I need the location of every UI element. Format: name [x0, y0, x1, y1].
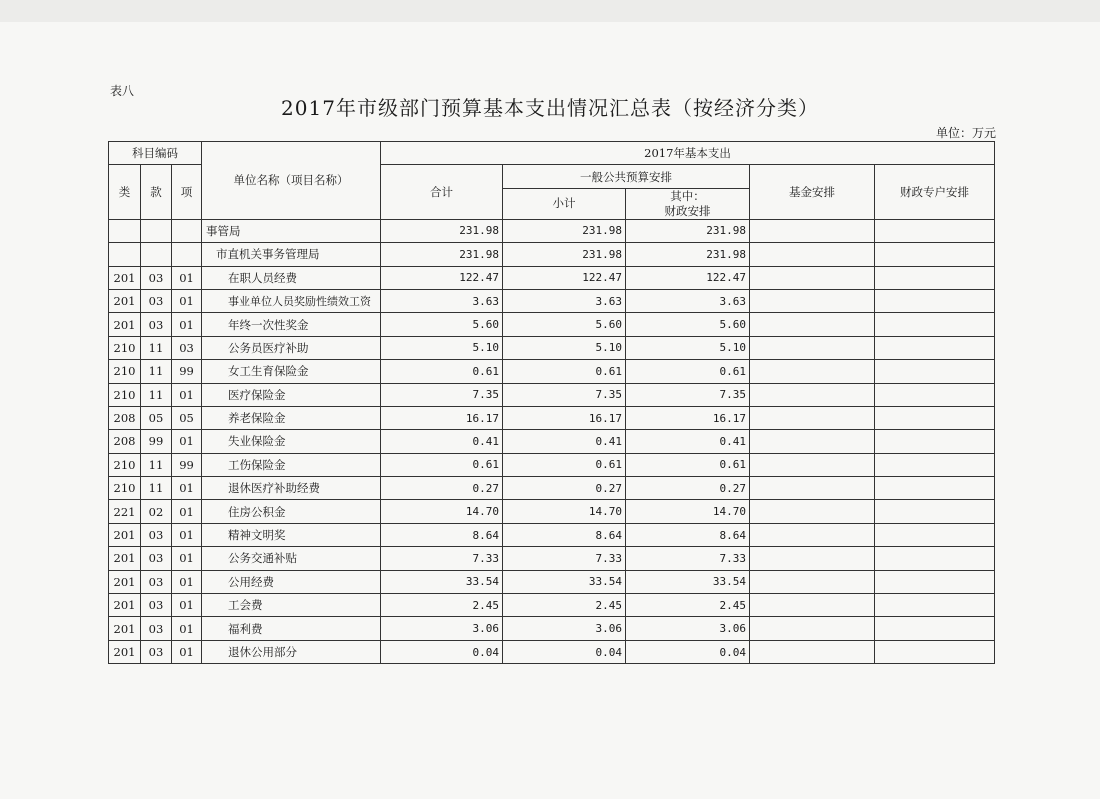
cell-xiang: 01 [172, 523, 202, 546]
cell-special [875, 570, 995, 593]
cell-total: 0.27 [381, 477, 503, 500]
cell-xiang: 01 [172, 617, 202, 640]
cell-xiang: 01 [172, 500, 202, 523]
table-row [109, 360, 995, 383]
cell-lei: 210 [109, 477, 141, 500]
cell-special [875, 313, 995, 336]
header-subtotal: 小计 [503, 188, 626, 219]
cell-subtotal: 33.54 [503, 570, 626, 593]
cell-fund [750, 219, 875, 242]
table-row [109, 547, 995, 570]
cell-special [875, 617, 995, 640]
cell-lei: 210 [109, 453, 141, 476]
cell-fiscal: 122.47 [626, 266, 750, 289]
header-general-budget: 一般公共预算安排 [503, 165, 750, 188]
cell-kuan: 03 [141, 289, 172, 312]
cell-unit-name: 事业单位人员奖励性绩效工资 [202, 289, 381, 312]
cell-xiang: 01 [172, 570, 202, 593]
cell-total: 231.98 [381, 243, 503, 266]
cell-xiang: 99 [172, 360, 202, 383]
cell-kuan: 11 [141, 336, 172, 359]
cell-fiscal: 7.33 [626, 547, 750, 570]
header-subject-code: 科目编码 [109, 142, 202, 165]
cell-unit-name: 养老保险金 [202, 406, 381, 429]
cell-lei: 208 [109, 406, 141, 429]
cell-subtotal: 2.45 [503, 594, 626, 617]
cell-subtotal: 0.04 [503, 640, 626, 663]
table-row [109, 383, 995, 406]
cell-total: 5.10 [381, 336, 503, 359]
cell-fund [750, 243, 875, 266]
cell-fiscal: 0.04 [626, 640, 750, 663]
cell-unit-name: 年终一次性奖金 [202, 313, 381, 336]
cell-special [875, 266, 995, 289]
cell-xiang: 01 [172, 547, 202, 570]
cell-kuan: 03 [141, 313, 172, 336]
cell-subtotal: 5.10 [503, 336, 626, 359]
table-row [109, 594, 995, 617]
cell-fiscal: 231.98 [626, 219, 750, 242]
cell-lei: 221 [109, 500, 141, 523]
cell-lei: 201 [109, 640, 141, 663]
cell-xiang: 01 [172, 477, 202, 500]
cell-fund [750, 477, 875, 500]
cell-fund [750, 617, 875, 640]
table-row [109, 640, 995, 663]
table-row [109, 406, 995, 429]
cell-total: 2.45 [381, 594, 503, 617]
cell-fund [750, 336, 875, 359]
cell-kuan: 03 [141, 640, 172, 663]
cell-special [875, 453, 995, 476]
cell-subtotal: 14.70 [503, 500, 626, 523]
table-row [109, 617, 995, 640]
cell-total: 3.63 [381, 289, 503, 312]
cell-total: 0.61 [381, 453, 503, 476]
cell-special [875, 360, 995, 383]
cell-fiscal: 0.61 [626, 453, 750, 476]
header-kuan: 款 [141, 165, 172, 219]
cell-fund [750, 360, 875, 383]
cell-kuan [141, 219, 172, 242]
cell-kuan: 03 [141, 617, 172, 640]
cell-total: 3.06 [381, 617, 503, 640]
cell-fund [750, 406, 875, 429]
page-title: 2017年市级部门预算基本支出情况汇总表（按经济分类） [281, 96, 819, 120]
cell-unit-name: 公用经费 [202, 570, 381, 593]
cell-total: 122.47 [381, 266, 503, 289]
cell-unit-name: 公务交通补贴 [202, 547, 381, 570]
table-row [109, 500, 995, 523]
cell-lei: 210 [109, 360, 141, 383]
cell-special [875, 243, 995, 266]
cell-xiang [172, 219, 202, 242]
cell-fiscal: 0.41 [626, 430, 750, 453]
cell-kuan: 11 [141, 360, 172, 383]
cell-fund [750, 570, 875, 593]
cell-lei: 201 [109, 594, 141, 617]
cell-special [875, 406, 995, 429]
cell-subtotal: 8.64 [503, 523, 626, 546]
cell-kuan: 03 [141, 266, 172, 289]
cell-xiang: 03 [172, 336, 202, 359]
cell-kuan: 03 [141, 523, 172, 546]
cell-fiscal: 231.98 [626, 243, 750, 266]
cell-subtotal: 231.98 [503, 243, 626, 266]
table-row [109, 523, 995, 546]
cell-subtotal: 3.63 [503, 289, 626, 312]
cell-special [875, 547, 995, 570]
cell-subtotal: 0.41 [503, 430, 626, 453]
cell-unit-name: 市直机关事务管理局 [202, 243, 381, 266]
cell-special [875, 430, 995, 453]
cell-xiang: 05 [172, 406, 202, 429]
cell-special [875, 383, 995, 406]
cell-subtotal: 0.61 [503, 360, 626, 383]
header-of-which-line1: 其中： [670, 188, 705, 203]
cell-lei: 201 [109, 289, 141, 312]
table-row [109, 453, 995, 476]
cell-total: 33.54 [381, 570, 503, 593]
unit-label: 单位：万元 [936, 126, 997, 140]
cell-fiscal: 14.70 [626, 500, 750, 523]
cell-lei [109, 243, 141, 266]
header-lei: 类 [109, 165, 141, 219]
cell-fiscal: 0.27 [626, 477, 750, 500]
cell-kuan: 03 [141, 547, 172, 570]
cell-fiscal: 8.64 [626, 523, 750, 546]
cell-lei: 210 [109, 336, 141, 359]
cell-special [875, 594, 995, 617]
header-fund: 基金安排 [750, 165, 875, 219]
table-header [109, 142, 995, 220]
cell-lei: 201 [109, 266, 141, 289]
cell-fund [750, 313, 875, 336]
cell-fund [750, 266, 875, 289]
cell-unit-name: 退休医疗补助经费 [202, 477, 381, 500]
cell-special [875, 336, 995, 359]
cell-xiang: 01 [172, 383, 202, 406]
table-row [109, 266, 995, 289]
header-of-which-line2: 财政安排 [664, 203, 711, 218]
cell-xiang: 01 [172, 594, 202, 617]
cell-fiscal: 5.10 [626, 336, 750, 359]
cell-fiscal: 3.06 [626, 617, 750, 640]
cell-kuan [141, 243, 172, 266]
cell-special [875, 523, 995, 546]
cell-kuan: 11 [141, 383, 172, 406]
cell-total: 0.61 [381, 360, 503, 383]
cell-total: 5.60 [381, 313, 503, 336]
table-row [109, 243, 995, 266]
header-xiang: 项 [172, 165, 202, 219]
cell-kuan: 03 [141, 570, 172, 593]
header-special-account: 财政专户安排 [875, 165, 995, 219]
header-unit-name: 单位名称（项目名称） [202, 142, 381, 220]
cell-lei: 210 [109, 383, 141, 406]
cell-kuan: 99 [141, 430, 172, 453]
cell-lei: 208 [109, 430, 141, 453]
cell-unit-name: 女工生育保险金 [202, 360, 381, 383]
cell-fiscal: 33.54 [626, 570, 750, 593]
cell-subtotal: 0.27 [503, 477, 626, 500]
cell-unit-name: 医疗保险金 [202, 383, 381, 406]
cell-total: 16.17 [381, 406, 503, 429]
cell-special [875, 219, 995, 242]
cell-fiscal: 3.63 [626, 289, 750, 312]
cell-fund [750, 500, 875, 523]
cell-subtotal: 16.17 [503, 406, 626, 429]
cell-unit-name: 事管局 [202, 219, 381, 242]
scan-edge [0, 0, 1100, 22]
cell-xiang: 01 [172, 313, 202, 336]
cell-special [875, 477, 995, 500]
cell-total: 0.41 [381, 430, 503, 453]
cell-lei [109, 219, 141, 242]
cell-kuan: 05 [141, 406, 172, 429]
budget-table [108, 141, 995, 664]
header-basic-expenditure: 2017年基本支出 [381, 142, 995, 165]
cell-xiang: 01 [172, 430, 202, 453]
header-of-which [626, 188, 750, 219]
cell-unit-name: 退休公用部分 [202, 640, 381, 663]
cell-total: 0.04 [381, 640, 503, 663]
header-total: 合计 [381, 165, 503, 219]
cell-fund [750, 594, 875, 617]
cell-xiang: 99 [172, 453, 202, 476]
cell-kuan: 03 [141, 594, 172, 617]
cell-unit-name: 福利费 [202, 617, 381, 640]
cell-special [875, 289, 995, 312]
cell-unit-name: 失业保险金 [202, 430, 381, 453]
cell-lei: 201 [109, 570, 141, 593]
cell-subtotal: 0.61 [503, 453, 626, 476]
cell-xiang: 01 [172, 266, 202, 289]
table-row [109, 336, 995, 359]
cell-unit-name: 精神文明奖 [202, 523, 381, 546]
cell-total: 7.33 [381, 547, 503, 570]
cell-xiang: 01 [172, 640, 202, 663]
cell-xiang: 01 [172, 289, 202, 312]
cell-subtotal: 7.33 [503, 547, 626, 570]
cell-lei: 201 [109, 313, 141, 336]
cell-subtotal: 122.47 [503, 266, 626, 289]
cell-unit-name: 住房公积金 [202, 500, 381, 523]
cell-unit-name: 在职人员经费 [202, 266, 381, 289]
table-row [109, 570, 995, 593]
cell-fund [750, 430, 875, 453]
cell-special [875, 640, 995, 663]
cell-kuan: 11 [141, 453, 172, 476]
cell-fiscal: 16.17 [626, 406, 750, 429]
cell-subtotal: 231.98 [503, 219, 626, 242]
table-row [109, 477, 995, 500]
cell-fund [750, 523, 875, 546]
cell-total: 8.64 [381, 523, 503, 546]
cell-total: 7.35 [381, 383, 503, 406]
cell-fiscal: 2.45 [626, 594, 750, 617]
cell-subtotal: 7.35 [503, 383, 626, 406]
cell-fund [750, 640, 875, 663]
cell-unit-name: 公务员医疗补助 [202, 336, 381, 359]
cell-unit-name: 工会费 [202, 594, 381, 617]
cell-kuan: 02 [141, 500, 172, 523]
cell-fiscal: 7.35 [626, 383, 750, 406]
cell-lei: 201 [109, 547, 141, 570]
cell-fund [750, 453, 875, 476]
cell-total: 14.70 [381, 500, 503, 523]
table-row [109, 313, 995, 336]
table-row [109, 219, 995, 242]
table-body [109, 219, 995, 663]
table-row [109, 289, 995, 312]
cell-subtotal: 3.06 [503, 617, 626, 640]
table-label: 表八 [110, 84, 135, 98]
cell-fund [750, 547, 875, 570]
cell-unit-name: 工伤保险金 [202, 453, 381, 476]
table-row [109, 430, 995, 453]
cell-fiscal: 5.60 [626, 313, 750, 336]
cell-xiang [172, 243, 202, 266]
cell-total: 231.98 [381, 219, 503, 242]
cell-special [875, 500, 995, 523]
cell-lei: 201 [109, 617, 141, 640]
cell-subtotal: 5.60 [503, 313, 626, 336]
cell-kuan: 11 [141, 477, 172, 500]
cell-fiscal: 0.61 [626, 360, 750, 383]
cell-fund [750, 289, 875, 312]
cell-fund [750, 383, 875, 406]
cell-lei: 201 [109, 523, 141, 546]
